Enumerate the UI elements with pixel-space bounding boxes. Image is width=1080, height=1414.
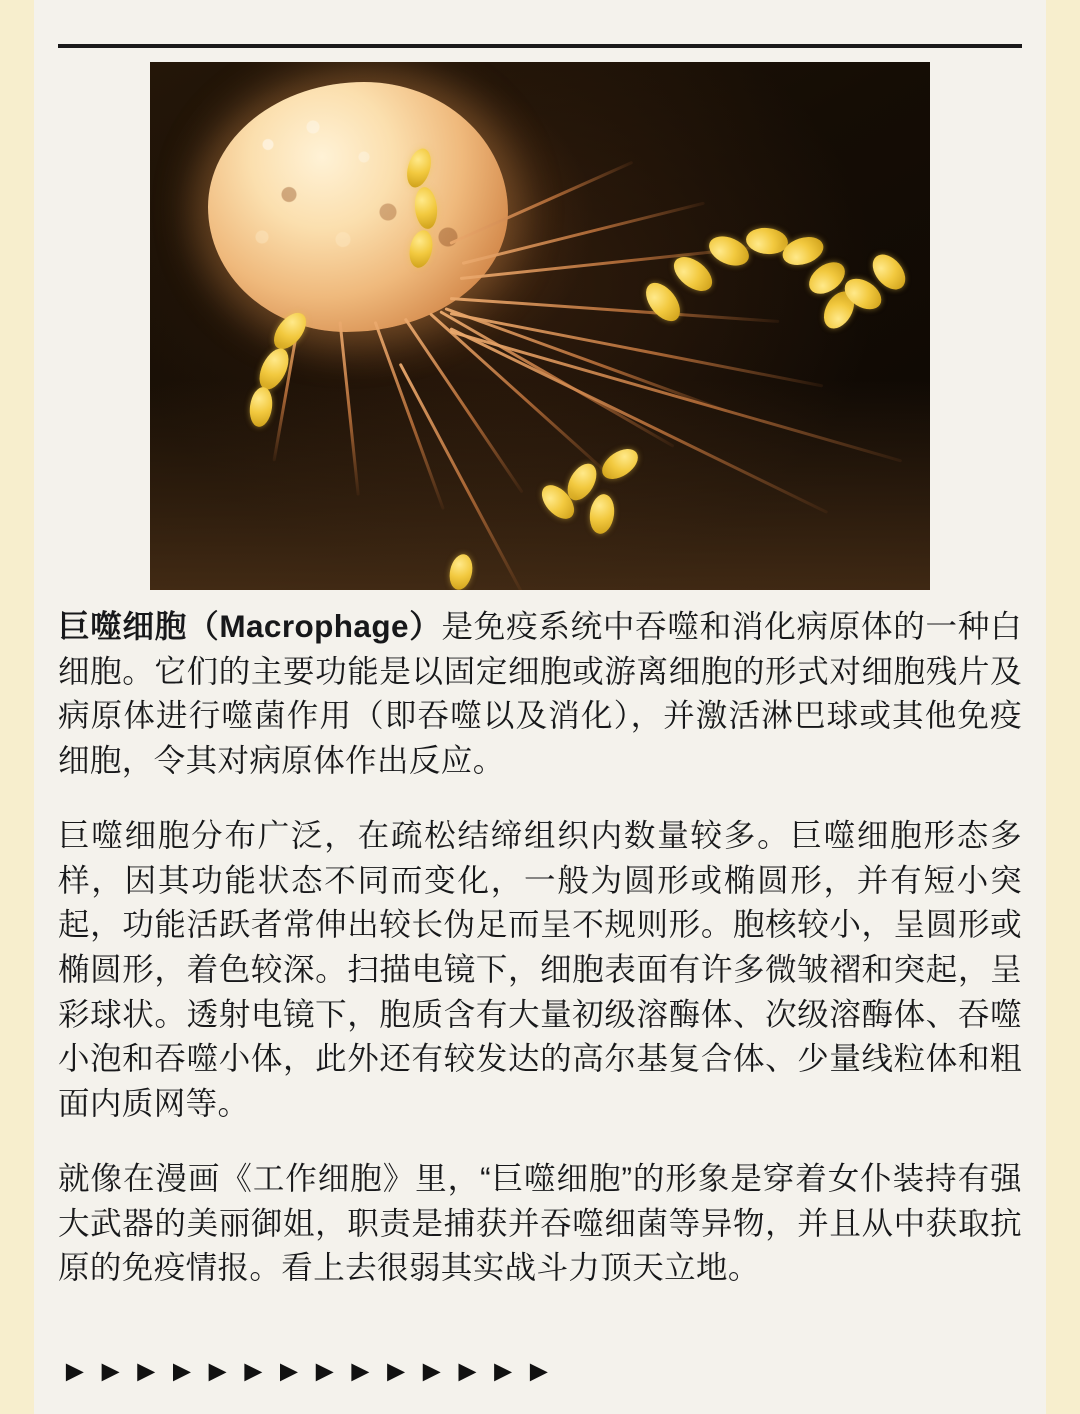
paragraph-1-text: 是免疫系统中吞噬和消化病原体的一种白细胞。它们的主要功能是以固定细胞或游离细胞的形式对细胞残片及病原体进行噬菌作用（即吞噬以及消化），并激活淋巴球或其他免疫细胞，令其对病原体作出反应。	[58, 608, 1022, 779]
cell-surface-texture	[208, 82, 508, 332]
macrophage-figure	[150, 62, 930, 590]
page-content-column	[58, 0, 1022, 1414]
paragraph-3: 就像在漫画《工作细胞》里，“巨噬细胞”的形象是穿着女仆装持有强大武器的美丽御姐，职责是捕获并吞噬细菌等异物，并且从中获取抗原的免疫情报。看上去很弱其实战斗力顶天立地。	[58, 1159, 1022, 1286]
paragraph-2: 巨噬细胞分布广泛，在疏松结缔组织内数量较多。巨噬细胞形态多样，因其功能状态不同而变化，一般为圆形或椭圆形，并有短小突起，功能活跃者常伸出较长伪足而呈不规则形。胞核较小，呈圆形或椭圆形，着色较深。扫描电镜下，细胞表面有许多微皱褶和突起，呈彩球状。透射电镜下，胞质含有大量初级溶酶体、次级溶酶体、吞噬小泡和吞噬小体，此外还有较发达的高尔基复合体、少量线粒体和粗面内质网等。	[58, 816, 1022, 1122]
arrow-separator: ►►►►►►►►►►►►►►	[60, 1355, 560, 1388]
article-body	[58, 604, 1022, 1290]
paragraph-1	[58, 604, 1022, 783]
macrophage-cell-icon	[208, 82, 508, 332]
lead-term: 巨噬细胞（Macrophage）	[58, 608, 442, 644]
header-divider	[58, 44, 1022, 48]
